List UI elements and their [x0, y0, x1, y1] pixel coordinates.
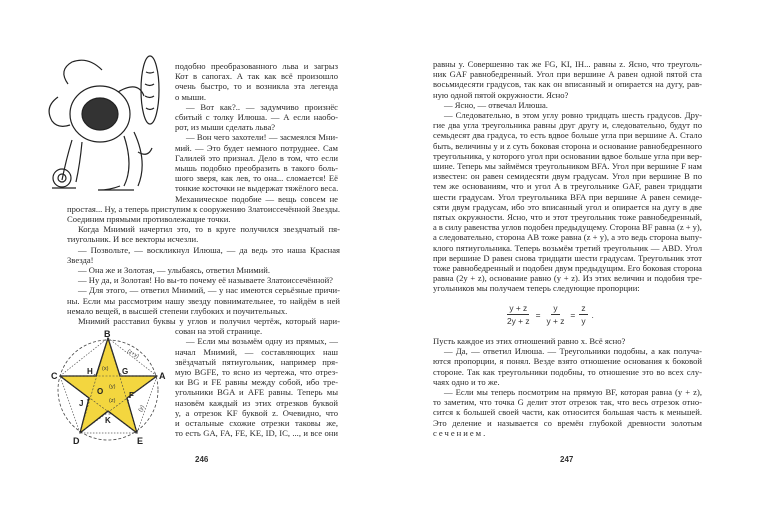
text-line: — Ясно, — отвечал Илюша. — [444, 99, 548, 110]
text-line: Мнимий расставил буквы у углов и получил чертёж, который нари- — [78, 316, 340, 326]
fraction-3 — [579, 303, 587, 326]
text-line: известен: он равен семидесяти двум градусам. Угол при вершине B по — [433, 171, 702, 182]
text-line: быть, величины y и z суть боковая сторона и основание равнобедренного — [433, 140, 702, 151]
page-number-right: 247 — [560, 455, 574, 464]
text-line: рот, из мыши сделать льва? — [175, 122, 276, 133]
text-line: а следовательно, сторона AB тоже равна (z + y), а это ведь сторона выпу- — [433, 232, 702, 243]
text-line: — Ну да, и Золотая! Но вы-то почему её называете Златоиссечённой? — [78, 275, 333, 286]
text-line: — Вон чего захотели! — засмеялся Мни- — [186, 132, 338, 143]
point-label-j: J — [79, 399, 84, 408]
text-line: чаях одно и то же. — [433, 376, 500, 387]
text-line: сбитый с толку Илюша. — А если наобо- — [175, 112, 338, 122]
text-line: Галилей это признал. Дело в том, что если — [175, 152, 338, 163]
point-label-f: F — [129, 391, 134, 400]
text-line: гие два угла треугольника равны друг другу и, следовательно, будут по — [433, 120, 702, 131]
text-line: тоже равнобедренный и подобен двум предыдущим. Его боковая сторона — [433, 263, 702, 273]
segment-label-x: (x) — [102, 366, 109, 372]
point-label-h: H — [87, 367, 93, 376]
text-line: немало вещей, в высшей степени глубоких и поучительных. — [67, 305, 288, 316]
text-line: ную одной пятой окружности. Ясно? — [433, 89, 569, 100]
text-line: y, а отрезок KF буквой z. Очевидно, что — [175, 407, 338, 418]
text-line: Соединим прямыми противолежащие точки. — [67, 214, 231, 224]
text-line: при вершине D равен снова тридцати шести градусам. Треугольник этот — [433, 252, 702, 263]
vertex-label-a: A — [159, 371, 166, 381]
text-line: простая... Ну, а теперь приступим к сооружению Златоиссечённой Звезды. — [67, 203, 340, 214]
text-line: — Если мы теперь посмотрим на прямую BF, которая равна (y + z), — [444, 387, 702, 397]
text-line: тиугольник. И все векторы исчезли. — [67, 234, 199, 245]
vertex-label-d: D — [73, 436, 80, 446]
denominator: y — [581, 316, 586, 326]
numerator: y + z — [509, 303, 528, 313]
text-line: семьдесят два градуса, то есть вдвое больше угла при вершине A. Стало — [433, 130, 702, 141]
fraction-2 — [544, 303, 566, 326]
text-line: треугольника, у которого угол при основании вдвое больше угла при вер- — [433, 150, 702, 161]
segment-label-zy: (z+y) — [126, 348, 140, 360]
text-line: сечением. — [433, 427, 488, 438]
fraction-1 — [505, 303, 532, 326]
text-line: шого зверя, как лев, то она... сломается! Её — [175, 173, 338, 184]
text-line: сован на этой странице. — [175, 326, 263, 337]
text-line: то заметим, что точка G делит этот отрезок так, что весь отрезок отно- — [433, 397, 702, 408]
text-line: а в силу равенства углов подобен предыдущему. Сторона BF равна (z + y), — [433, 222, 702, 233]
text-line: сится к большей своей части, как относится большая часть к меньшей. — [433, 407, 702, 418]
text-line: Пусть каждое из этих отношений равно x. Всё ясно? — [433, 336, 626, 346]
text-line: — Позвольте, — воскликнул Илюша, — да ведь это наша Красная — [78, 244, 340, 255]
text-line: — Для этого, — ответил Мнимий, — у нас имеются серьёзные причи- — [78, 285, 340, 296]
text-line: — Она же и Золотая, — улыбаясь, ответил Мнимий. — [78, 265, 270, 275]
text-line: звёздчатый пятиугольник, например пря- — [175, 356, 338, 367]
text-line: шести градусам. Угол треугольника BFA при вершине A равен семиде- — [433, 191, 702, 202]
text-line: мышь подобно преобразить в такого боль- — [175, 163, 338, 173]
text-line: равна (2y + z), основание равно (y + z). Из этих величин и подобия тре- — [433, 273, 702, 284]
text-line: начал Мнимий, — составляющих наш — [175, 346, 338, 357]
equals-sign: = — [570, 309, 576, 320]
text-line: сяти двум градусам, ибо это вписанный угол и опирается на дугу в две — [433, 201, 702, 212]
lion-mouse-illustration — [38, 52, 168, 197]
center-label-o: O — [97, 387, 104, 396]
text-line: Звезда! — [67, 254, 94, 265]
denominator: 2y + z — [507, 316, 530, 326]
vertex-label-e: E — [137, 436, 144, 446]
text-line: — Если мы возьмём одну из прямых, — — [186, 336, 338, 347]
proportion-formula — [505, 303, 594, 326]
point-label-k: K — [105, 416, 111, 425]
text-line: тонкие косточки не выдержат тяжёлого веса. — [175, 183, 339, 194]
text-line: угольников мы получаем теперь следующие пропорции: — [433, 283, 640, 294]
text-line: Когда Мнимий начертил это, то в круге получился звездчатый пя- — [78, 224, 340, 235]
numerator: z — [581, 303, 586, 313]
text-line: стороне. Так как треугольники подобны, то отношение это во всех слу- — [433, 366, 702, 377]
point-label-g: G — [122, 367, 129, 376]
segment-label-z: (z) — [109, 398, 116, 404]
text-line: Кот в сапогах. А так как всё произошло — [175, 71, 338, 82]
equals-sign: = — [535, 309, 541, 320]
segment-label-y: (y) — [109, 384, 116, 390]
page-number-left: 246 — [195, 455, 209, 464]
numerator: y — [553, 303, 558, 313]
text-line: клого пятиугольника. Теперь возьмём третий треугольник — ABD. Угол — [433, 242, 702, 253]
segment-label-y2: (y) — [137, 404, 146, 413]
text-line: угольники BGA и AFE равны. Теперь мы — [175, 387, 338, 398]
denominator: y + z — [546, 316, 565, 326]
vertex-label-c: C — [51, 371, 58, 381]
period: . — [591, 309, 594, 320]
text-line: равны y. Совершенно так же FG, KI, IH... равны z. Ясно, что треуголь- — [433, 59, 702, 69]
text-line: — Вот как?.. — задумчиво произнёс — [186, 101, 338, 112]
text-line: тем же основаниям, что и угол A в треугольнике GAF, равен тридцати — [433, 181, 702, 192]
text-line: и остальные схожие отрезки таковы же, — [175, 418, 338, 428]
text-line: ются пропорции, я понял. Везде взято отношение основания к боковой — [433, 356, 702, 367]
text-line: Механическое подобие — вещь совсем не — [175, 193, 338, 204]
text-line: пятых окружности. Ясно, что и этот треугольник тоже равнобедренный, — [433, 212, 702, 222]
text-line: ник GAF равнобедренный. Угол при вершине A равен одной пятой ста — [433, 69, 702, 80]
text-line: то есть GA, FA, FE, KE, ID, IC, ..., и все они — [175, 428, 338, 439]
text-line: о мыши. — [175, 91, 207, 102]
text-line: мий. — Это будет немного потруднее. Сам — [175, 142, 338, 153]
text-line: подобно преобразованного льва и загрыз — [175, 61, 338, 71]
golden-star-diagram — [45, 330, 175, 450]
text-line: назовём каждый из этих отрезков буквой — [175, 397, 338, 408]
text-line: ны. Если мы рассмотрим нашу звезду повнимательнее, то найдём в ней — [67, 295, 340, 306]
vertex-label-b: B — [104, 330, 111, 339]
text-line: очень быстро, то и возникла эта легенда — [175, 81, 338, 92]
text-line: Это деление и называется со времён глубокой древности золотым — [433, 417, 702, 428]
text-line: мую BGFE, то ясно из чертежа, что отрез- — [175, 367, 338, 377]
text-line: восьмидесяти градусов, так как он вписанный и опирается на дугу, рав- — [433, 79, 702, 90]
text-line: шине. Теперь мы займёмся треугольником BFA. Угол при вершине F нам — [433, 161, 702, 171]
text-line: — Да, — ответил Илюша. — Треугольники подобны, а как получа- — [444, 346, 702, 357]
text-line: — Следовательно, в этом углу ровно тридцать шесть градусов. Дру- — [444, 110, 702, 120]
text-line: ки BG и FE равны между собой, ибо тре- — [175, 377, 338, 388]
